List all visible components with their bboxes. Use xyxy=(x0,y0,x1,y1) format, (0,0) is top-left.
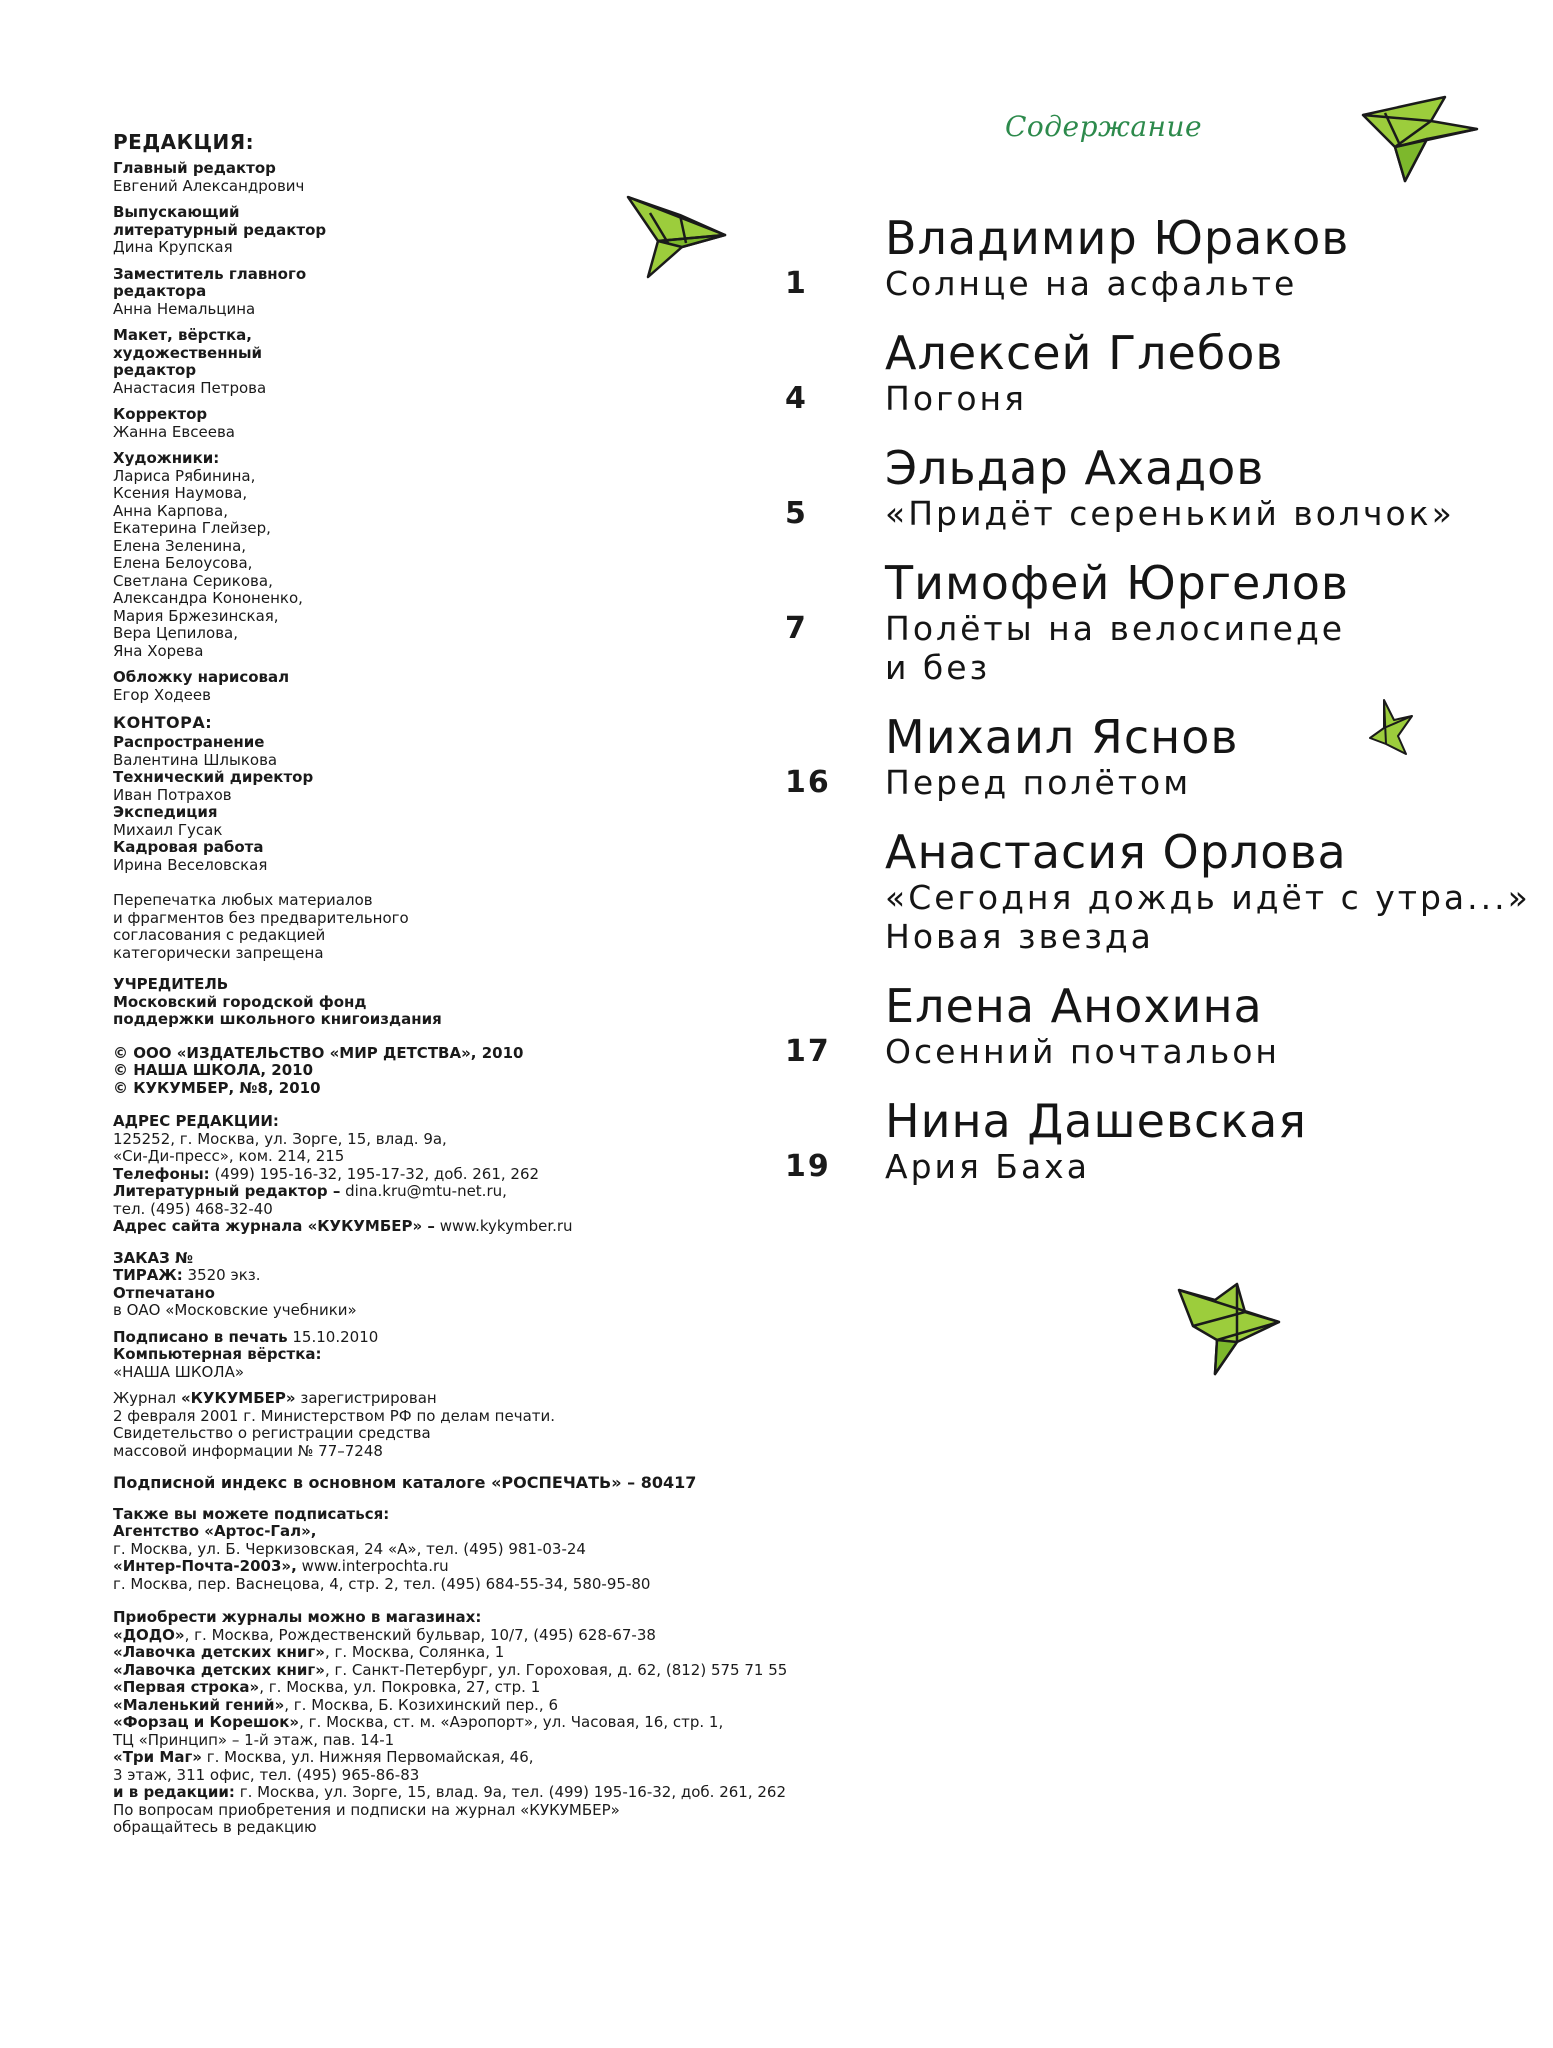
address-heading: АДРЕС РЕДАКЦИИ: xyxy=(113,1112,279,1130)
subscription-block xyxy=(113,1506,833,1594)
reprint-line: и фрагментов без предварительного xyxy=(113,908,409,927)
copyright-line: © КУКУМБЕР, №8, 2010 xyxy=(113,1078,321,1097)
shops-block xyxy=(113,1609,833,1837)
shop-name: «Первая строка» xyxy=(113,1678,260,1696)
also-heading: Также вы можете подписаться: xyxy=(113,1504,390,1523)
role-label: Главный редактор xyxy=(113,159,276,177)
role-label: Распространение xyxy=(113,733,265,751)
artists-label: Художники: xyxy=(113,449,220,467)
editorial-entry xyxy=(113,327,833,397)
toc-work-title: Перед полётом xyxy=(885,763,1192,802)
role-label: Технический директор xyxy=(113,768,314,786)
toc-entry xyxy=(785,980,1545,1071)
phones-label: Телефоны: xyxy=(113,1164,210,1183)
agency-url: www.interpochta.ru xyxy=(301,1557,449,1575)
shop-name: «ДОДО» xyxy=(113,1625,185,1644)
editorial-heading: РЕДАКЦИЯ: xyxy=(113,130,255,154)
toc-author: Владимир Юраков xyxy=(885,211,1350,265)
office-buy-value: г. Москва, ул. Зорге, 15, влад. 9а, тел. (499) 195-16-32, доб. 261, 262 xyxy=(239,1783,786,1801)
role-label: Макет, вёрстка, художественный редактор xyxy=(113,326,263,379)
cover-artist-name: Егор Ходеев xyxy=(113,685,211,704)
shop-line xyxy=(113,1627,833,1645)
editorial-entry xyxy=(113,160,833,195)
leaf-bird-icon xyxy=(1355,95,1485,185)
artist-name: Яна Хорева xyxy=(113,641,204,660)
office-buy-label: и в редакции: xyxy=(113,1783,235,1801)
toc-title: Содержание xyxy=(1005,110,1203,143)
shop-line xyxy=(113,1679,833,1697)
imprint-column xyxy=(113,130,833,1846)
toc-entry xyxy=(785,711,1545,802)
reprint-notice xyxy=(113,892,833,962)
agency-address: г. Москва, пер. Васнецова, 4, стр. 2, тел. (495) 684-55-34, 580-95-80 xyxy=(113,1574,651,1593)
layout-label: Компьютерная вёрстка: xyxy=(113,1345,322,1363)
toc-page-number: 16 xyxy=(785,765,831,800)
artist-name: Елена Зеленина, xyxy=(113,536,247,555)
toc-work-title: «Придёт серенький волчок» xyxy=(885,494,1455,533)
address-block xyxy=(113,1113,833,1236)
lit-editor-phone: тел. (495) 468-32-40 xyxy=(113,1199,273,1218)
person-name: Жанна Евсеева xyxy=(113,422,235,441)
toc-page-number: 4 xyxy=(785,381,808,416)
shop-details: ТЦ «Принцип» – 1-й этаж, пав. 14-1 xyxy=(113,1730,395,1749)
shop-line xyxy=(113,1644,833,1662)
site-line xyxy=(113,1218,833,1236)
founder-block xyxy=(113,976,833,1029)
person-name: Валентина Шлыкова xyxy=(113,750,278,769)
shop-name: «Маленький гений» xyxy=(113,1695,285,1714)
person-name: Евгений Александрович xyxy=(113,176,305,195)
office-entry xyxy=(113,804,833,839)
person-name: Дина Крупская xyxy=(113,238,233,256)
artist-name: Вера Цепилова, xyxy=(113,624,238,642)
toc-author: Тимофей Юргелов xyxy=(885,556,1349,610)
printed-value: в ОАО «Московские учебники» xyxy=(113,1301,357,1319)
lit-editor-line xyxy=(113,1183,833,1201)
shop-name: «Три Маг» xyxy=(113,1748,202,1766)
toc-entry xyxy=(785,442,1545,533)
shop-details: , г. Санкт-Петербург, ул. Гороховая, д. 62, (812) 575 71 55 xyxy=(324,1660,788,1679)
agency-name: Агентство «Артос-Гал», xyxy=(113,1522,317,1540)
leaf-bird-icon xyxy=(1175,1282,1285,1377)
toc-work-title: Погоня xyxy=(885,379,1027,418)
shop-details: , г. Москва, ст. м. «Аэропорт», ул. Часовая, 16, стр. 1, xyxy=(299,1713,724,1731)
toc-page-number: 1 xyxy=(785,266,808,301)
site-label: Адрес сайта журнала «КУКУМБЕР» – xyxy=(113,1217,435,1235)
toc-author: Анастасия Орлова xyxy=(885,825,1347,879)
artist-name: Светлана Серикова, xyxy=(113,571,273,590)
editorial-entry xyxy=(113,204,833,257)
shop-line xyxy=(113,1749,833,1767)
registration-line: Свидетельство о регистрации средства xyxy=(113,1424,431,1442)
artist-name: Екатерина Глейзер, xyxy=(113,519,271,537)
artist-name: Александра Кононенко, xyxy=(113,589,303,607)
print-run-value: 3520 экз. xyxy=(187,1266,261,1284)
office-heading: КОНТОРА: xyxy=(113,713,213,732)
toc-author: Нина Дашевская xyxy=(885,1094,1307,1148)
copyright-block xyxy=(113,1045,833,1098)
signed-block xyxy=(113,1329,833,1382)
shop-line xyxy=(113,1767,833,1785)
role-label: Заместитель главного редактора xyxy=(113,264,307,300)
registration-line: 2 февраля 2001 г. Министерством РФ по делам печати. xyxy=(113,1406,556,1425)
agency-line xyxy=(113,1558,833,1576)
reg-suffix: зарегистрирован xyxy=(300,1389,437,1407)
signed-date: 15.10.2010 xyxy=(292,1327,379,1346)
signed-line xyxy=(113,1329,833,1347)
founder-name: Московский городской фонд xyxy=(113,992,367,1011)
table-of-contents xyxy=(785,212,1545,1186)
toc-work-title: Полёты на велосипеде xyxy=(885,609,1346,648)
questions-line: По вопросам приобретения и подписки на журнал «КУКУМБЕР» xyxy=(113,1800,620,1819)
address-line: «Си-Ди-пресс», ком. 214, 215 xyxy=(113,1147,345,1165)
toc-page-number: 7 xyxy=(785,611,808,646)
toc-work-title: Новая звезда xyxy=(885,917,1154,956)
shop-name: «Форзац и Корешок» xyxy=(113,1713,300,1731)
toc-author: Михаил Яснов xyxy=(885,710,1239,764)
copyright-line: © ООО «ИЗДАТЕЛЬСТВО «МИР ДЕТСТВА», 2010 xyxy=(113,1043,524,1062)
reprint-line: Перепечатка любых материалов xyxy=(113,891,373,909)
questions-line: обращайтесь в редакцию xyxy=(113,1818,317,1836)
toc-work-title: Солнце на асфальте xyxy=(885,264,1298,303)
lit-editor-email: dina.kru@mtu-net.ru, xyxy=(345,1182,507,1200)
toc-entry xyxy=(785,826,1545,956)
reprint-line: согласования с редакцией xyxy=(113,926,326,944)
reg-name: «КУКУМБЕР» xyxy=(180,1389,296,1407)
person-name: Михаил Гусак xyxy=(113,820,223,839)
shop-name: «Лавочка детских книг» xyxy=(113,1643,325,1661)
toc-entry xyxy=(785,327,1545,418)
registration-line xyxy=(113,1390,833,1408)
shop-line xyxy=(113,1732,833,1750)
role-label: Экспедиция xyxy=(113,803,218,821)
toc-entry xyxy=(785,212,1545,303)
person-name: Анна Немальцина xyxy=(113,299,256,318)
cover-label: Обложку нарисовал xyxy=(113,668,290,686)
toc-author: Елена Анохина xyxy=(885,979,1263,1033)
print-run-label: ТИРАЖ: xyxy=(113,1266,183,1284)
agency-address: г. Москва, ул. Б. Черкизовская, 24 «А», тел. (495) 981-03-24 xyxy=(113,1539,586,1558)
artist-name: Анна Карпова, xyxy=(113,501,228,520)
toc-work-title: Осенний почтальон xyxy=(885,1032,1280,1071)
editorial-entry xyxy=(113,266,833,319)
artist-name: Елена Белоусова, xyxy=(113,554,253,572)
print-info-block xyxy=(113,1250,833,1320)
toc-page-number: 17 xyxy=(785,1034,831,1069)
address-line: 125252, г. Москва, ул. Зорге, 15, влад. 9а, xyxy=(113,1129,447,1148)
toc-entry xyxy=(785,557,1545,687)
shop-details: г. Москва, ул. Нижняя Первомайская, 46, xyxy=(201,1748,534,1766)
toc-work-title: и без xyxy=(885,648,991,687)
shop-details: 3 этаж, 311 офис, тел. (495) 965-86-83 xyxy=(113,1765,420,1784)
print-run-line xyxy=(113,1267,833,1285)
shop-details: , г. Москва, Б. Козихинский пер., 6 xyxy=(284,1695,559,1714)
person-name: Ирина Веселовская xyxy=(113,855,268,874)
person-name: Иван Потрахов xyxy=(113,785,232,804)
toc-author: Алексей Глебов xyxy=(885,326,1284,380)
toc-entry xyxy=(785,1095,1545,1186)
founder-heading: УЧРЕДИТЕЛЬ xyxy=(113,975,229,993)
office-buy-line xyxy=(113,1784,833,1802)
editorial-entry xyxy=(113,406,833,441)
office-entry xyxy=(113,769,833,804)
shop-details: , г. Москва, Солянка, 1 xyxy=(324,1643,505,1661)
founder-name: поддержки школьного книгоиздания xyxy=(113,1010,442,1028)
toc-work-title: Ария Баха xyxy=(885,1147,1090,1186)
toc-work-title: «Сегодня дождь идёт с утра...» xyxy=(885,878,1531,917)
lit-editor-label: Литературный редактор – xyxy=(113,1182,341,1200)
copyright-line: © НАША ШКОЛА, 2010 xyxy=(113,1061,314,1079)
registration-block xyxy=(113,1390,833,1460)
person-name: Анастасия Петрова xyxy=(113,378,267,397)
artists-block xyxy=(113,450,833,660)
signed-label: Подписано в печать xyxy=(113,1327,288,1346)
shop-name: «Лавочка детских книг» xyxy=(113,1660,325,1679)
office-entry xyxy=(113,734,833,769)
printed-label: Отпечатано xyxy=(113,1283,215,1302)
toc-author: Эльдар Ахадов xyxy=(885,441,1265,495)
toc-page-number: 5 xyxy=(785,496,808,531)
cover-artist-block xyxy=(113,669,833,704)
phones-line xyxy=(113,1166,833,1184)
shop-line xyxy=(113,1697,833,1715)
toc-page-number: 19 xyxy=(785,1149,831,1184)
site-url: www.kykymber.ru xyxy=(439,1217,573,1235)
role-label: Выпускающий литературный редактор xyxy=(113,203,327,239)
artist-name: Мария Бржезинская, xyxy=(113,606,279,625)
reg-prefix: Журнал xyxy=(113,1389,177,1407)
artist-name: Ксения Наумова, xyxy=(113,484,248,502)
office-entry xyxy=(113,839,833,874)
registration-line: массовой информации № 77–7248 xyxy=(113,1441,383,1460)
role-label: Корректор xyxy=(113,405,208,423)
shops-heading: Приобрести журналы можно в магазинах: xyxy=(113,1608,482,1626)
shop-details: , г. Москва, ул. Покровка, 27, стр. 1 xyxy=(259,1678,541,1696)
role-label: Кадровая работа xyxy=(113,838,264,856)
artist-name: Лариса Рябинина, xyxy=(113,466,256,485)
shop-details: , г. Москва, Рождественский бульвар, 10/7, (495) 628-67-38 xyxy=(184,1625,656,1644)
subscription-index: Подписной индекс в основном каталоге «РОСПЕЧАТЬ» – 80417 xyxy=(113,1473,697,1492)
layout-value: «НАША ШКОЛА» xyxy=(113,1362,245,1381)
shop-line xyxy=(113,1662,833,1680)
reprint-line: категорически запрещена xyxy=(113,943,324,962)
shop-line xyxy=(113,1714,833,1732)
agency-name: «Интер-Почта-2003», xyxy=(113,1557,297,1575)
order-label: ЗАКАЗ № xyxy=(113,1248,194,1267)
phones-value: (499) 195-16-32, 195-17-32, доб. 261, 262 xyxy=(214,1164,540,1183)
